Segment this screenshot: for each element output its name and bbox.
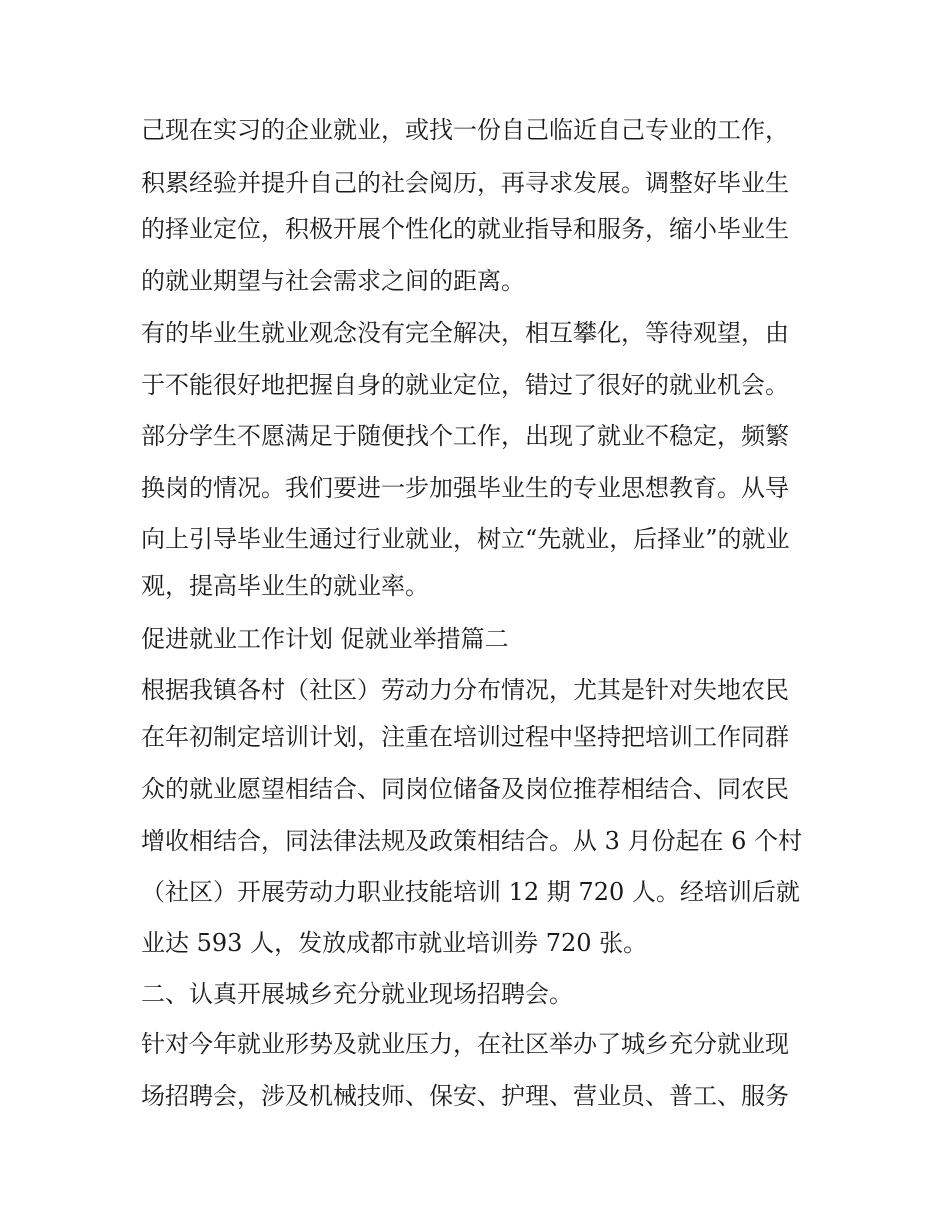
section-heading: 促进就业工作计划 促就业举措篇二 — [141, 625, 509, 653]
section-heading: 二、认真开展城乡充分就业现场招聘会。 — [141, 980, 573, 1008]
text-line: 于不能很好地把握自身的就业定位，错过了很好的就业机会。 — [141, 371, 789, 399]
text-line: 针对今年就业形势及就业压力，在社区举办了城乡充分就业现 — [141, 1030, 789, 1058]
text-line: （社区）开展劳动力职业技能培训 12 期 720 人。经培训后就 — [141, 878, 800, 906]
text-line: 有的毕业生就业观念没有完全解决，相互攀化，等待观望，由 — [141, 319, 789, 347]
text-line: 根据我镇各村（社区）劳动力分布情况，尤其是针对失地农民 — [141, 676, 789, 704]
text-line: 向上引导毕业生通过行业就业，树立“先就业，后择业”的就业 — [141, 525, 790, 553]
text-line: 积累经验并提升自己的社会阅历，再寻求发展。调整好毕业生 — [141, 169, 789, 197]
text-line: 增收相结合，同法律法规及政策相结合。从 3 月份起在 6 个村 — [141, 827, 803, 855]
text-line: 换岗的情况。我们要进一步加强毕业生的专业思想教育。从导 — [141, 474, 789, 502]
text-line: 众的就业愿望相结合、同岗位储备及岗位推荐相结合、同农民 — [141, 775, 789, 803]
text-line: 的就业期望与社会需求之间的距离。 — [141, 267, 525, 295]
text-line: 观，提高毕业生的就业率。 — [141, 572, 429, 600]
text-line: 业达 593 人，发放成都市就业培训券 720 张。 — [141, 929, 648, 957]
text-line: 部分学生不愿满足于随便找个工作，出现了就业不稳定，频繁 — [141, 422, 789, 450]
text-line: 己现在实习的企业就业，或找一份自己临近自己专业的工作， — [141, 116, 789, 144]
text-line: 在年初制定培训计划，注重在培训过程中坚持把培训工作同群 — [141, 723, 789, 751]
text-line: 的择业定位，积极开展个性化的就业指导和服务，缩小毕业生 — [141, 215, 789, 243]
text-line: 场招聘会，涉及机械技师、保安、护理、营业员、普工、服务 — [141, 1082, 789, 1110]
